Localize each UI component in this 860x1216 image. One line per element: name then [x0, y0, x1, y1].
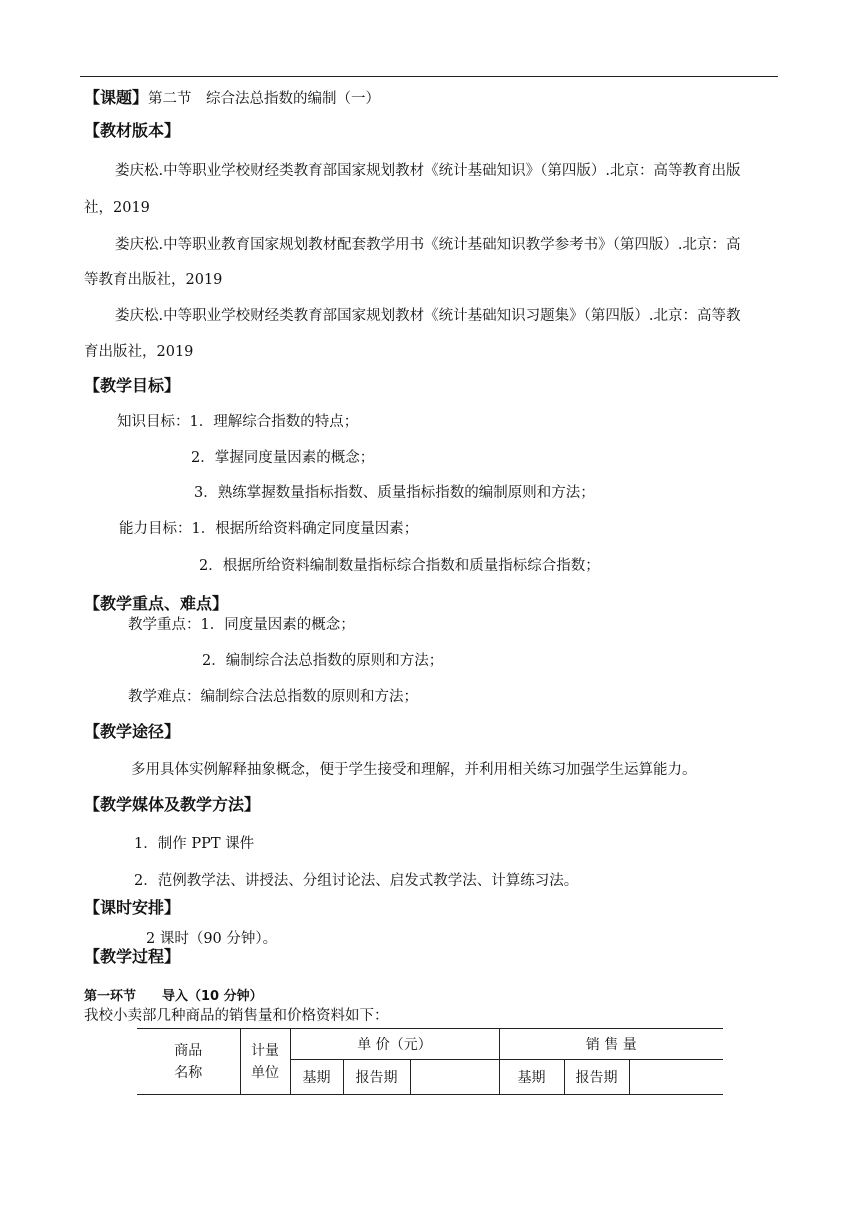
goods-name-header-line1: 商品 — [174, 1042, 203, 1059]
ref2-line-b: 等教育出版社，2019 — [84, 272, 223, 288]
lesson-title-label: 【课题】 — [84, 88, 149, 107]
media-item-2: 2．范例教学法、讲授法、分组讨论法、启发式教学法、计算练习法。 — [134, 873, 579, 889]
key-point-2: 2．编制综合法总指数的原则和方法； — [202, 653, 444, 669]
goods-table — [137, 1028, 723, 1095]
media-item-1: 1．制作 PPT 课件 — [134, 836, 255, 852]
difficulty-1: 教学难点：编制综合法总指数的原则和方法； — [128, 689, 418, 705]
sales-empty-cell — [629, 1060, 723, 1095]
process-heading: 【教学过程】 — [84, 947, 181, 966]
knowledge-objective-3: 3．熟练掌握数量指标指数、质量指标指数的编制原则和方法； — [194, 485, 595, 501]
header-rule — [80, 76, 778, 77]
approach-text: 多用具体实例解释抽象概念，便于学生接受和理解，并利用相关练习加强学生运算能力。 — [131, 762, 697, 778]
textbook-heading: 【教材版本】 — [84, 121, 181, 140]
goods-name-header-line2: 名称 — [174, 1064, 203, 1081]
section-title: 第一环节 导入（10 分钟） — [84, 989, 263, 1004]
ref3-line-a: 娄庆松.中等职业学校财经类教育部国家规划教材《统计基础知识习题集》（第四版）.北京：高等教 — [115, 308, 741, 324]
table-header-row-1 — [137, 1029, 723, 1060]
price-base-period: 基期 — [290, 1060, 343, 1095]
schedule-heading: 【课时安排】 — [84, 898, 181, 917]
key-points-heading: 【教学重点、难点】 — [84, 594, 229, 613]
ref2-line-a: 娄庆松.中等职业教育国家规划教材配套教学用书《统计基础知识教学参考书》（第四版）.北京：高 — [115, 237, 741, 253]
unit-header-line2: 单位 — [251, 1064, 279, 1081]
knowledge-objective-1: 知识目标：1．理解综合指数的特点； — [117, 414, 359, 430]
unit-header-line1: 计量 — [251, 1042, 279, 1059]
knowledge-objective-2: 2．掌握同度量因素的概念； — [191, 450, 375, 466]
sales-base-period: 基期 — [499, 1060, 564, 1095]
price-report-period: 报告期 — [343, 1060, 410, 1095]
ability-objective-2: 2．根据所给资料编制数量指标综合指数和质量指标综合指数； — [199, 558, 600, 574]
approach-heading: 【教学途径】 — [84, 722, 181, 741]
goods-name-header — [137, 1029, 240, 1095]
unit-header — [240, 1029, 290, 1095]
lesson-title-text: 第二节 综合法总指数的编制（一） — [148, 91, 381, 107]
ref3-line-b: 育出版社，2019 — [84, 344, 194, 360]
lesson-title-line — [84, 88, 380, 109]
process-intro: 我校小卖部几种商品的销售量和价格资料如下： — [84, 1008, 389, 1024]
media-heading: 【教学媒体及教学方法】 — [84, 795, 261, 814]
sales-report-period: 报告期 — [564, 1060, 629, 1095]
ref1-line-a: 娄庆松.中等职业学校财经类教育部国家规划教材《统计基础知识》（第四版）.北京：高等教育出版 — [115, 163, 741, 179]
ref1-line-b: 社，2019 — [84, 200, 150, 216]
objectives-heading: 【教学目标】 — [84, 376, 181, 395]
price-empty-cell — [410, 1060, 499, 1095]
ability-objective-1: 能力目标：1．根据所给资料确定同度量因素； — [119, 521, 419, 537]
sales-header: 销 售 量 — [499, 1029, 723, 1060]
price-header: 单 价（元） — [290, 1029, 499, 1060]
key-point-1: 教学重点：1．同度量因素的概念； — [128, 617, 355, 633]
schedule-text: 2 课时（90 分钟）。 — [146, 931, 278, 947]
